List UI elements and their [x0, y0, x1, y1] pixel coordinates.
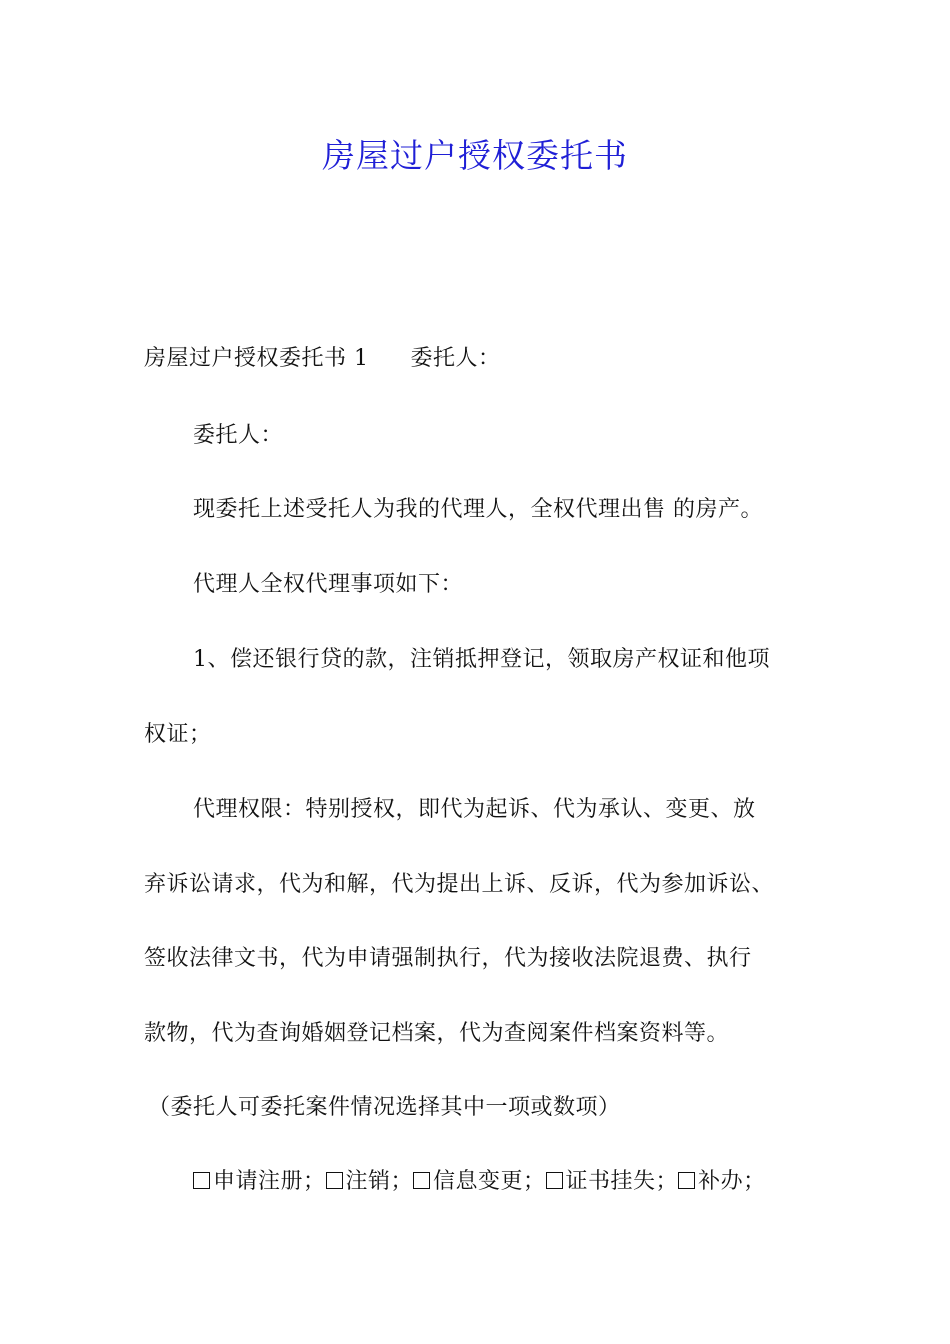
option-cancel[interactable]	[326, 1169, 414, 1194]
heading-line	[144, 344, 501, 374]
paragraph-entrustment: 现委托上述受托人为我的代理人，全权代理出售 的房产。	[193, 497, 763, 522]
heading-line-right: 委托人：	[410, 346, 501, 371]
paragraph-authority-cont-2: 签收法律文书，代为申请强制执行，代为接收法院退费、执行	[144, 946, 752, 971]
checkbox-icon[interactable]	[546, 1172, 563, 1189]
heading-line-left: 房屋过户授权委托书 1	[144, 346, 369, 371]
checkbox-icon[interactable]	[413, 1172, 430, 1189]
paragraph-authority: 代理权限：特别授权，即代为起诉、代为承认、变更、放	[193, 797, 756, 822]
option-label: 证书挂失；	[565, 1169, 679, 1194]
option-certificate-lost[interactable]	[546, 1169, 679, 1194]
paragraph-note: （委托人可委托案件情况选择其中一项或数项）	[148, 1095, 621, 1120]
paragraph-item-1: 1、偿还银行贷的款，注销抵押登记，领取房产权证和他项	[193, 647, 770, 672]
paragraph-authority-cont-1: 弃诉讼请求，代为和解，代为提出上诉、反诉，代为参加诉讼、	[144, 872, 775, 897]
option-label: 申请注册；	[213, 1169, 326, 1194]
paragraph-authority-cont-3: 款物，代为查询婚姻登记档案，代为查阅案件档案资料等。	[144, 1021, 730, 1046]
paragraph-matters-intro: 代理人全权代理事项如下：	[193, 572, 464, 597]
document-title: 房屋过户授权委托书	[322, 136, 628, 175]
paragraph-item-1-cont: 权证；	[144, 722, 212, 747]
option-info-change[interactable]	[413, 1169, 546, 1194]
checkbox-icon[interactable]	[326, 1172, 343, 1189]
checkbox-options-row	[193, 1167, 766, 1197]
option-reissue[interactable]	[678, 1169, 766, 1194]
checkbox-icon[interactable]	[193, 1172, 210, 1189]
option-label: 补办；	[698, 1169, 766, 1194]
option-label: 注销；	[345, 1169, 414, 1194]
option-register[interactable]	[193, 1169, 326, 1194]
paragraph-principal: 委托人：	[193, 423, 284, 448]
option-label: 信息变更；	[433, 1169, 546, 1194]
checkbox-icon[interactable]	[678, 1172, 695, 1189]
